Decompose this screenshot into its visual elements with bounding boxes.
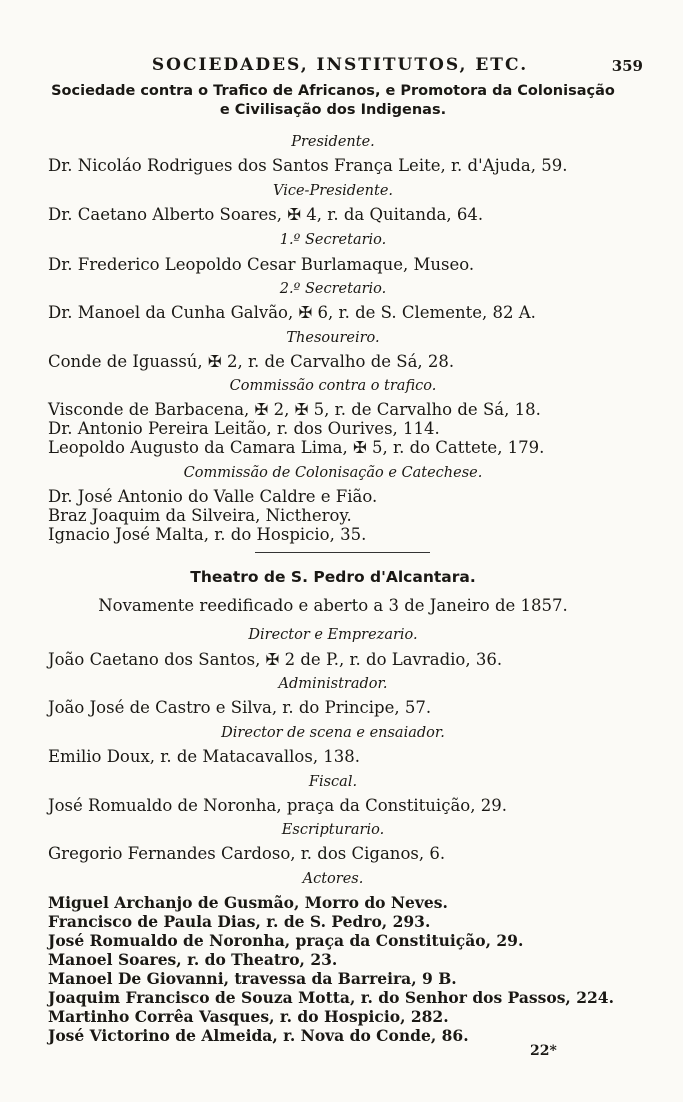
page-number: 359 — [611, 57, 643, 75]
heading-fiscal: Fiscal. — [308, 774, 358, 790]
heading-secretario-1: 1.º Secretario. — [279, 232, 387, 248]
entry-presidente: Dr. Nicoláo Rodrigues dos Santos França Leite, r. d'Ajuda, 59. — [48, 156, 568, 175]
heading-presidente: Presidente. — [291, 134, 375, 150]
section-divider — [255, 552, 430, 553]
entry-actor: Miguel Archanjo de Gusmão, Morro do Neves. — [48, 893, 448, 912]
heading-administrador: Administrador. — [278, 676, 388, 692]
heading-vice-presidente: Vice-Presidente. — [272, 183, 394, 199]
entry-director-scena: Emilio Doux, r. de Matacavallos, 138. — [48, 747, 361, 766]
entry-trafico: Leopoldo Augusto da Camara Lima, ✠ 5, r. do Cattete, 179. — [48, 438, 545, 457]
heading-escripturario: Escripturario. — [281, 822, 385, 838]
entry-actor: Manoel De Giovanni, travessa da Barreira, 9 B. — [48, 969, 457, 988]
entry-trafico: Dr. Antonio Pereira Leitão, r. dos Ourives, 114. — [48, 419, 440, 438]
heading-thesoureiro: Thesoureiro. — [286, 330, 380, 346]
entry-administrador: João José de Castro e Silva, r. do Principe, 57. — [48, 698, 432, 717]
entry-secretario-1: Dr. Frederico Leopoldo Cesar Burlamaque, Museo. — [48, 255, 475, 274]
entry-actor: Joaquim Francisco de Souza Motta, r. do Senhor dos Passos, 224. — [48, 988, 614, 1007]
entry-actor: José Romualdo de Noronha, praça da Constituição, 29. — [48, 931, 524, 950]
entry-actor: Martinho Corrêa Vasques, r. do Hospicio, 282. — [48, 1007, 449, 1026]
entry-actor: José Victorino de Almeida, r. Nova do Conde, 86. — [48, 1026, 469, 1045]
entry-trafico: Visconde de Barbacena, ✠ 2, ✠ 5, r. de Carvalho de Sá, 18. — [48, 400, 541, 419]
entry-escripturario: Gregorio Fernandes Cardoso, r. dos Ciganos, 6. — [48, 844, 446, 863]
heading-commissao-trafico: Commissão contra o trafico. — [229, 378, 437, 394]
heading-actores: Actores. — [302, 871, 364, 887]
heading-director: Director e Emprezario. — [248, 627, 418, 643]
entry-secretario-2: Dr. Manoel da Cunha Galvão, ✠ 6, r. de S. Clemente, 82 A. — [48, 303, 536, 322]
heading-secretario-2: 2.º Secretario. — [279, 281, 387, 297]
entry-vice-presidente: Dr. Caetano Alberto Soares, ✠ 4, r. da Quitanda, 64. — [48, 205, 484, 224]
entry-actor: Francisco de Paula Dias, r. de S. Pedro, 293. — [48, 912, 431, 931]
theatre-subtitle: Novamente reedificado e aberto a 3 de Janeiro de 1857. — [98, 596, 568, 615]
entry-colonisacao: Ignacio José Malta, r. do Hospicio, 35. — [48, 525, 367, 544]
entry-fiscal: José Romualdo de Noronha, praça da Constituição, 29. — [48, 796, 507, 815]
heading-commissao-colonisacao: Commissão de Colonisação e Catechese. — [183, 465, 483, 481]
entry-actor: Manoel Soares, r. do Theatro, 23. — [48, 950, 338, 969]
theatre-title: Theatro de S. Pedro d'Alcantara. — [190, 568, 476, 586]
entry-director: João Caetano dos Santos, ✠ 2 de P., r. do Lavradio, 36. — [48, 650, 503, 669]
running-head: SOCIEDADES, INSTITUTOS, ETC. — [151, 55, 529, 75]
entry-colonisacao: Dr. José Antonio do Valle Caldre e Fião. — [48, 487, 378, 506]
heading-director-scena: Director de scena e ensaiador. — [221, 725, 445, 741]
society-title-line1: Sociedade contra o Trafico de Africanos, e Promotora da Colonisação — [51, 83, 615, 99]
entry-thesoureiro: Conde de Iguassú, ✠ 2, r. de Carvalho de Sá, 28. — [48, 352, 455, 371]
entry-colonisacao: Braz Joaquim da Silveira, Nictheroy. — [48, 506, 352, 525]
society-title-line2: e Civilisação dos Indigenas. — [219, 102, 447, 118]
signature-mark: 22* — [530, 1043, 557, 1059]
